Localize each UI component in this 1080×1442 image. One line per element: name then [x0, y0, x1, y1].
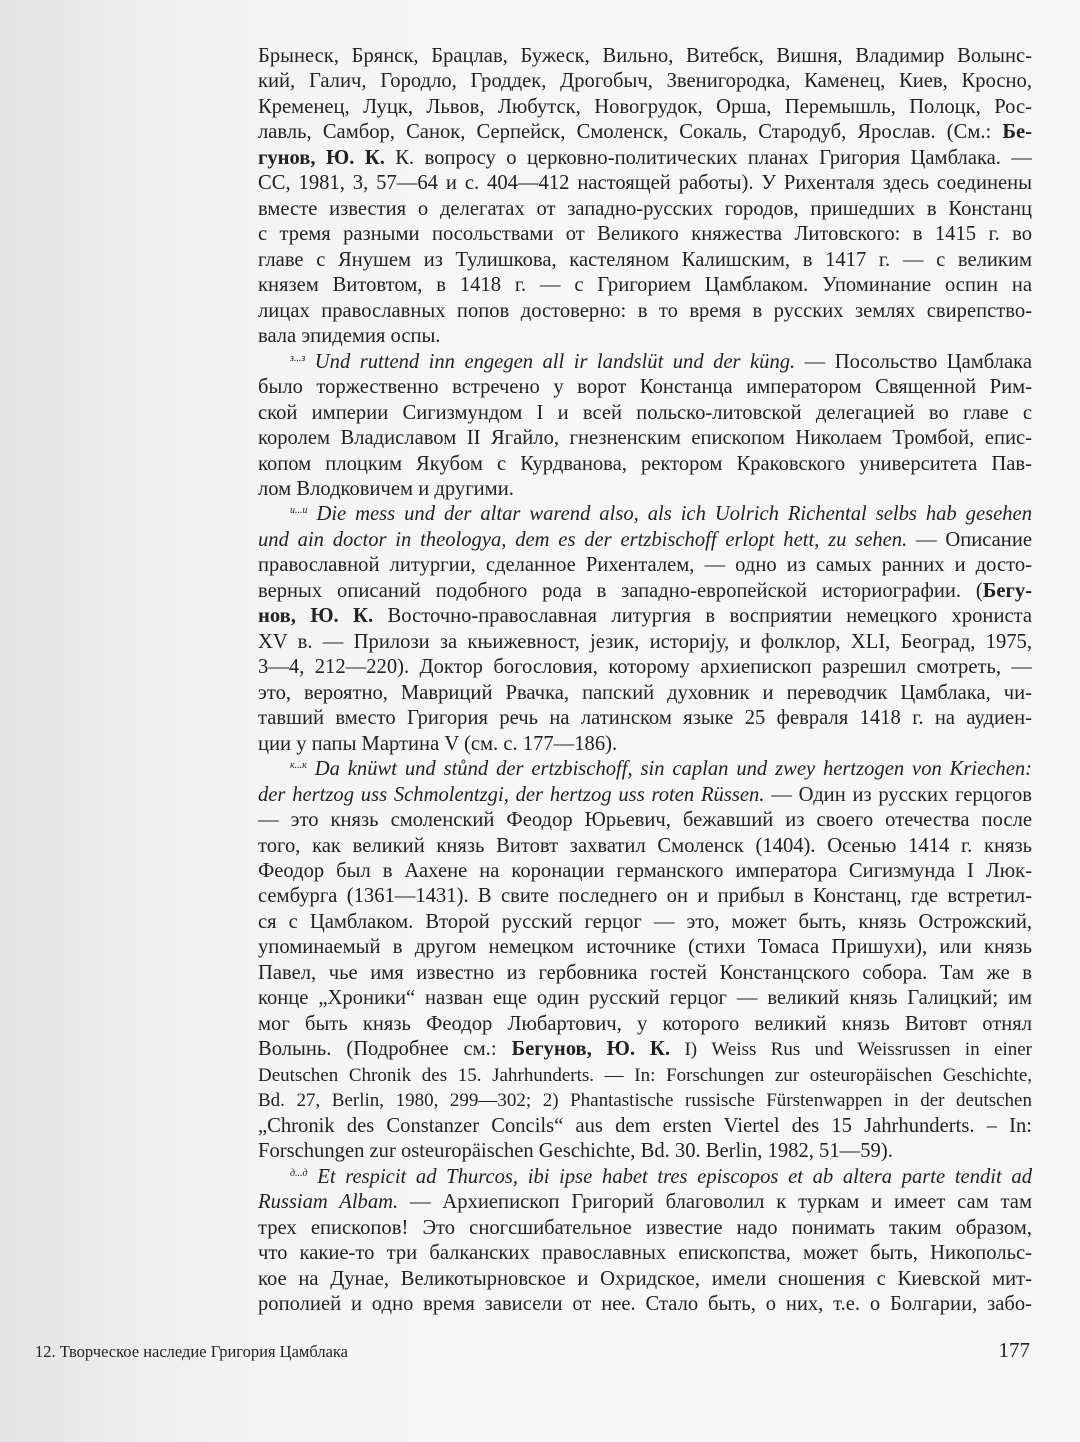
author-name-bold: Бе-	[1002, 121, 1032, 144]
footnote-marker: и...и	[290, 505, 308, 517]
text-line	[258, 502, 1032, 527]
text-segment: — Описание	[907, 528, 1032, 551]
text-line: ции у папы Мартина V (см. с. 177—186).	[258, 732, 618, 755]
text-line	[258, 604, 1032, 629]
italic-german-quote: und ain doctor in theologya, dem es der ertzbischoff erlopt hett, zu sehen.	[258, 528, 908, 551]
text-line: 3—4, 212—220). Доктор богословия, которому архиепископ разрешил смотреть, —	[258, 656, 1032, 679]
footnote-marker: з...з	[290, 352, 306, 364]
text-segment: — Один из русских герцогов	[764, 783, 1032, 806]
text-line	[258, 1037, 1032, 1062]
text-line: конце „Хроники“ назван еще один русский герцог — великий князь Галицкий; им	[258, 987, 1032, 1010]
text-segment: Волынь. (Подробнее см.:	[258, 1038, 512, 1061]
text-line: кий, Галич, Городло, Гроддек, Дрогобыч, Звенигородка, Каменец, Киев, Кросно,	[258, 70, 1032, 93]
text-line	[258, 757, 1032, 782]
paragraph	[258, 44, 1032, 350]
text-line: православной литургии, сделанное Рихенталем, — одно из самых ранних и досто-	[258, 554, 1032, 577]
text-line	[258, 783, 1032, 808]
author-name-bold: нов, Ю. К.	[258, 605, 374, 628]
text-line	[258, 528, 1032, 553]
page-number: 177	[998, 1338, 1030, 1362]
text-line: Павел, чье имя известно из гербовника гостей Констанцского собора. Там же в	[258, 961, 1032, 984]
paragraph	[258, 350, 1032, 503]
text-line: вала эпидемия оспы.	[258, 325, 441, 348]
paragraph	[258, 1165, 1032, 1318]
author-name-bold: гунов, Ю. К.	[258, 146, 385, 169]
text-line	[258, 579, 1032, 604]
italic-latin-quote: Russiam Albam.	[258, 1191, 399, 1214]
italic-german-quote: der hertzog uss Schmolentzgi, der hertzog uss roten Rüssen.	[258, 783, 765, 806]
text-line: СС, 1981, 3, 57—64 и с. 404—412 настоящей работы). У Рихенталя здесь соединены	[258, 172, 1032, 195]
text-line: тавший вместо Григория речь на латинском языке 25 февраля 1418 г. на аудиен-	[258, 707, 1032, 730]
text-line: князем Витовтом, в 1418 г. — с Григорием Цамблаком. Упоминание оспин на	[258, 274, 1032, 297]
text-line: вместе известия о делегатах от западно-русских городов, пришедших в Констанц	[258, 197, 1032, 220]
paragraph	[258, 502, 1032, 757]
italic-german-quote: Und ruttend inn engegen all ir landslüt und der küng.	[305, 350, 796, 373]
text-line	[258, 1190, 1032, 1215]
text-segment: верных описаний подобного рода в западно-европейской историографии. (	[258, 579, 983, 602]
text-line: того, как великий князь Витовт захватил Смоленск (1404). Осенью 1414 г. князь	[258, 834, 1032, 857]
text-line: кое на Дунае, Великотырновское и Охридское, имели сношения с Киевской мит-	[258, 1267, 1032, 1290]
text-line: трех епископов! Это сногсшибательное известие надо понимать таким образом,	[258, 1216, 1032, 1239]
text-line: Forschungen zur osteuropäischen Geschichte, Bd. 30. Berlin, 1982, 51—59).	[258, 1140, 893, 1163]
text-line: рополией и одно время зависели от нее. Стало быть, о них, т.е. о Болгарии, забо-	[258, 1292, 1032, 1315]
text-line: лицах православных попов достоверно: в то время в русских землях свирепство-	[258, 299, 1032, 322]
text-line: королем Владиславом II Ягайло, гнезненским епископом Николаем Тромбой, епис-	[258, 427, 1032, 450]
text-line: — это князь смоленский Феодор Юрьевич, бежавший из своего отечества после	[258, 809, 1032, 832]
text-line: мог быть князь Феодор Любартович, у которого великий князь Витовт отнял	[258, 1012, 1032, 1035]
footnote-marker: д...д	[290, 1167, 308, 1179]
text-segment: — Посольство Цамблака	[795, 350, 1032, 373]
text-line	[258, 120, 1032, 145]
text-line	[258, 350, 1032, 375]
text-line: Брынеск, Брянск, Брацлав, Бужеск, Вильно, Витебск, Вишня, Владимир Волынс-	[258, 45, 1032, 67]
text-line: что какие-то три балканских православных епископства, может быть, Никопольс-	[258, 1242, 1032, 1265]
text-line: Феодор был в Аахене на коронации германского императора Сигизмунда I Люк-	[258, 860, 1032, 882]
paragraph	[258, 757, 1032, 1165]
text-line: копом плоцким Якубом с Курдванова, ректором Краковского университета Пав-	[258, 452, 1032, 475]
text-line: лом Влодковичем и другими.	[258, 477, 514, 500]
text-line: сембурга (1361—1431). В свите последнего он и прибыл в Констанц, где встретил-	[258, 885, 1032, 908]
text-line: ся с Цамблаком. Второй русский герцог — это, может быть, князь Острожский,	[258, 910, 1032, 933]
text-line: XV в. — Прилози за књижевност, језик, историју, и фолклор, XLI, Београд, 1975,	[258, 630, 1032, 653]
text-line: Deutschen Chronik des 15. Jahrhunderts. — In: Forschungen zur osteuropäischen Geschichte,	[258, 1064, 1032, 1086]
italic-german-quote: Die mess und der altar warend also, als ich Uolrich Richental selbs hab gesehen	[307, 503, 1032, 526]
text-line: упоминаемый в другом немецком источнике (стихи Томаса Пришухи), или князь	[258, 936, 1032, 959]
author-name-bold: Бегунов, Ю. К.	[511, 1038, 670, 1061]
text-segment: К. вопросу о церковно-политических планах Григория Цамблака. —	[384, 146, 1032, 169]
text-line: Bd. 27, Berlin, 1980, 299—302; 2) Phantastische russische Fürstenwappen in der deutschen	[258, 1090, 1032, 1112]
footnote-marker: к...к	[290, 760, 307, 772]
author-name-bold: Бегу-	[982, 579, 1032, 602]
text-line: ской империи Сигизмундом I и всей польско-литовской делегацией во главе с	[258, 401, 1032, 424]
reference-segment: I) Weiss Rus und Weissrussen in einer	[669, 1039, 1032, 1061]
text-line	[258, 1165, 1032, 1190]
text-line: главе с Янушем из Тулишкова, кастеляном Калишским, в 1417 г. — с великим	[258, 248, 1032, 271]
italic-latin-quote: Et respicit ad Thurcos, ibi ipse habet tres episcopos et ab altera parte tendit ad	[307, 1165, 1032, 1188]
italic-german-quote: Da knüwt und stůnd der ertzbischoff, sin caplan und zwey hertzogen von Kriechen:	[306, 758, 1032, 781]
text-segment: лавль, Самбор, Санок, Серпейск, Смоленск, Сокаль, Стародуб, Ярослав. (См.:	[258, 121, 1003, 144]
text-segment: — Архиепископ Григорий благоволил к туркам и имеет сам там	[398, 1191, 1032, 1214]
text-line: это, вероятно, Мавриций Рвачка, папский духовник и переводчик Цамблака, чи-	[258, 681, 1032, 704]
text-line: с тремя разными посольствами от Великого княжества Литовского: в 1415 г. во	[258, 223, 1032, 246]
text-segment: Восточно-православная литургия в восприятии немецкого хрониста	[373, 605, 1032, 628]
running-title: 12. Творческое наследие Григория Цамблака	[35, 1342, 348, 1361]
text-line: было торжественно встречено у ворот Констанца императором Священной Рим-	[258, 376, 1032, 399]
text-line: Кременец, Луцк, Львов, Любутск, Новогрудок, Орша, Перемышль, Полоцк, Рос-	[258, 95, 1032, 118]
text-line	[258, 146, 1032, 171]
text-column	[258, 44, 1032, 1317]
text-line: „Chronik des Constanzer Concils“ aus dem ersten Viertel des 15 Jahrhunderts. – In:	[258, 1114, 1032, 1137]
